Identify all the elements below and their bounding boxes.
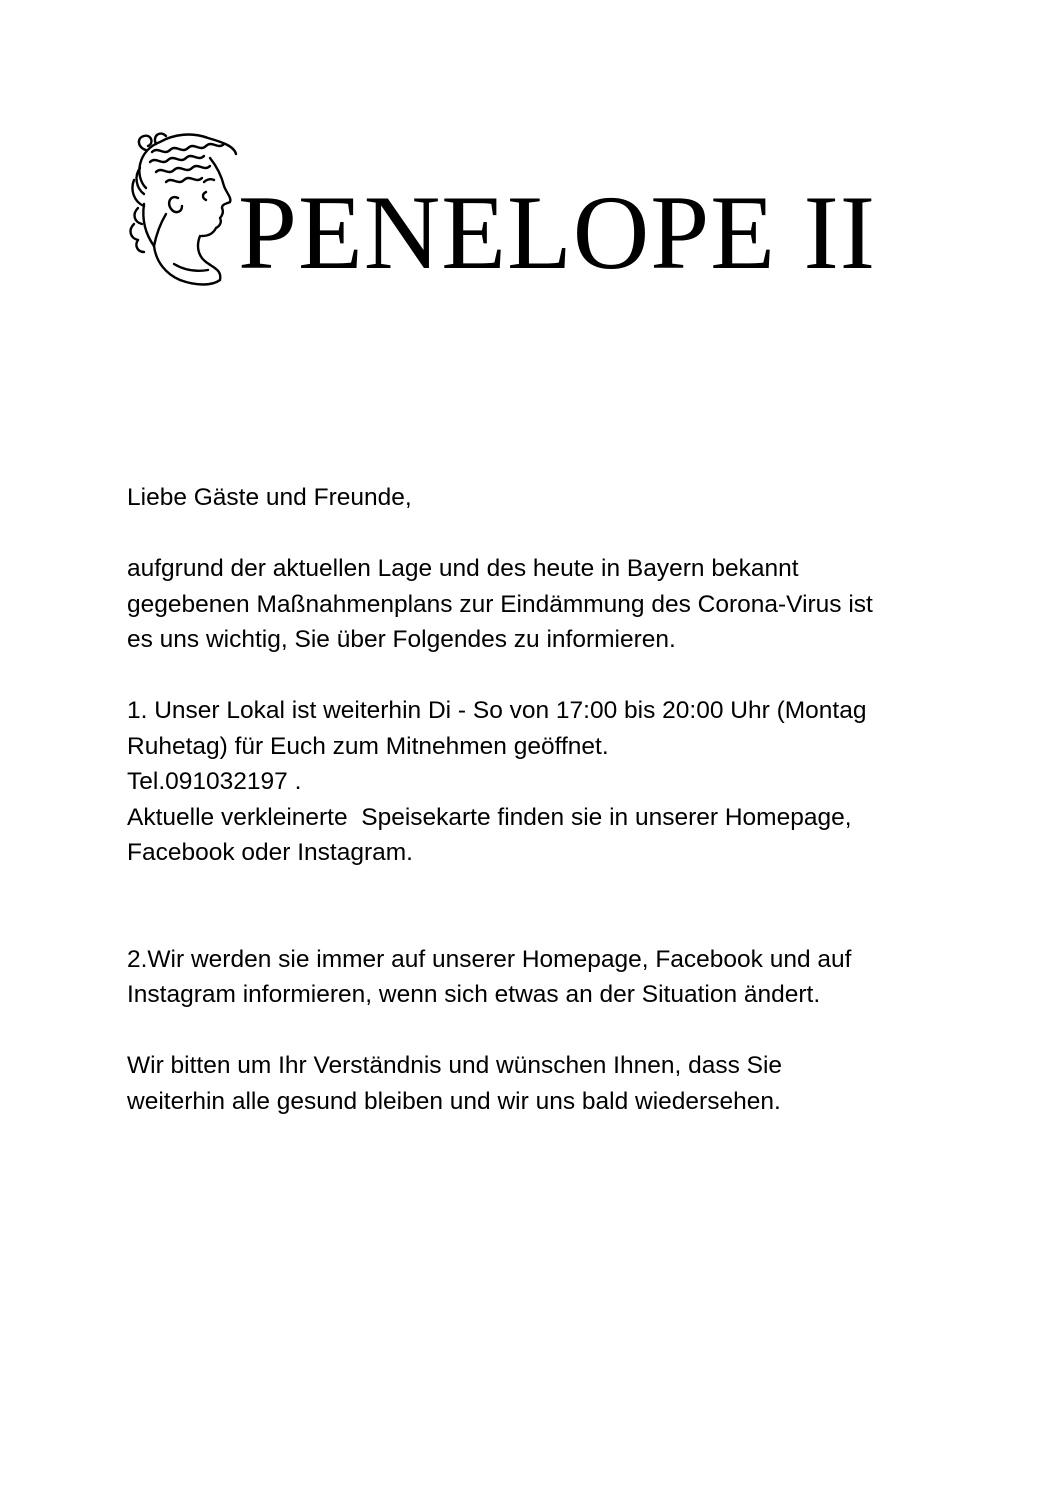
text-line: Wir bitten um Ihr Verständnis und wünschen Ihnen, dass Sie — [127, 1052, 783, 1079]
text-line: Facebook oder Instagram. — [127, 839, 413, 866]
text-line: Instagram informieren, wenn sich etwas an der Situation ändert. — [127, 981, 821, 1008]
letter-body — [127, 480, 927, 1119]
letterhead — [126, 128, 946, 298]
text-line: 1. Unser Lokal ist weiterhin Di - So von 17:00 bis 20:00 Uhr (Montag — [127, 697, 867, 724]
greeting: Liebe Gäste und Freunde, — [127, 484, 412, 511]
point-1-paragraph — [127, 693, 927, 871]
text-line: gegebenen Maßnahmenplans zur Eindämmung des Corona-Virus ist — [127, 590, 873, 618]
text-line: aufgrund der aktuellen Lage und des heute in Bayern bekannt — [127, 555, 799, 582]
text-line: 2.Wir werden sie immer auf unserer Homepage, Facebook und auf — [127, 945, 852, 973]
phone-number: Tel.091032197 . — [127, 768, 302, 795]
text-line: Aktuelle verkleinerte Speisekarte finden sie in unserer Homepage, — [127, 803, 852, 831]
closing-paragraph — [127, 1048, 927, 1119]
text-line: es uns wichtig, Sie über Folgendes zu informieren. — [127, 626, 676, 653]
penelope-profile-logo-icon — [126, 128, 244, 288]
restaurant-name: PENELOPE II — [238, 174, 877, 291]
point-2-paragraph — [127, 942, 927, 1013]
text-line: Ruhetag) für Euch zum Mitnehmen geöffnet. — [127, 732, 609, 760]
intro-paragraph — [127, 551, 927, 658]
text-line: weiterhin alle gesund bleiben und wir uns bald wiedersehen. — [127, 1087, 781, 1115]
